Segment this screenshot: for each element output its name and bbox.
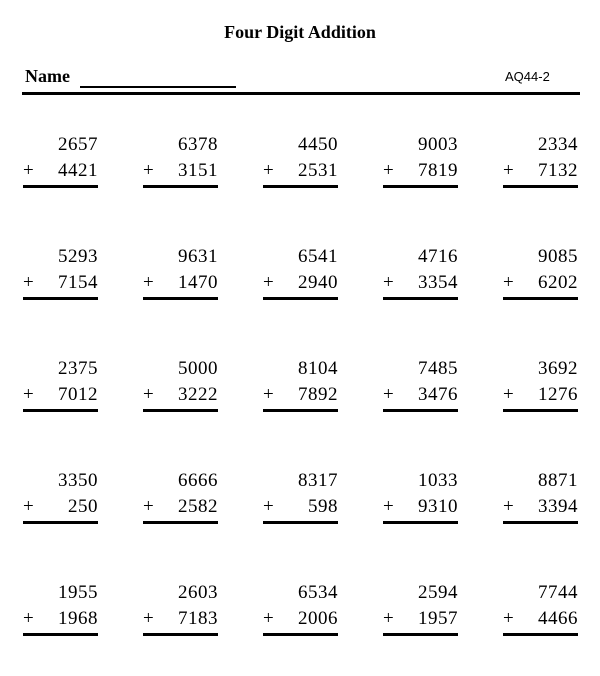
- answer-line: [143, 633, 218, 636]
- answer-line: [263, 521, 338, 524]
- plus-sign: +: [143, 608, 154, 629]
- plus-sign: +: [383, 496, 394, 517]
- answer-line: [263, 633, 338, 636]
- plus-sign: +: [23, 496, 34, 517]
- answer-line: [23, 185, 98, 188]
- plus-sign: +: [503, 160, 514, 181]
- plus-sign: +: [503, 384, 514, 405]
- bottom-addend: 3394: [538, 496, 578, 517]
- plus-sign: +: [383, 160, 394, 181]
- addition-problem: [383, 582, 458, 642]
- bottom-addend: 2006: [298, 608, 338, 629]
- answer-line: [143, 521, 218, 524]
- bottom-addend: 1968: [58, 608, 98, 629]
- bottom-addend: 2531: [298, 160, 338, 181]
- addition-problem: [383, 246, 458, 306]
- answer-line: [143, 185, 218, 188]
- plus-sign: +: [503, 496, 514, 517]
- top-addend: 7744: [538, 582, 578, 603]
- answer-line: [503, 521, 578, 524]
- top-addend: 6666: [178, 470, 218, 491]
- page-title: Four Digit Addition: [224, 22, 376, 42]
- bottom-addend: 3151: [178, 160, 218, 181]
- top-addend: 8104: [298, 358, 338, 379]
- answer-line: [23, 521, 98, 524]
- top-addend: 4716: [418, 246, 458, 267]
- top-addend: 3692: [538, 358, 578, 379]
- top-addend: 8871: [538, 470, 578, 491]
- addition-problem: [263, 470, 338, 530]
- answer-line: [23, 297, 98, 300]
- addition-problem: [383, 358, 458, 418]
- bottom-addend: 4466: [538, 608, 578, 629]
- bottom-addend: 9310: [418, 496, 458, 517]
- plus-sign: +: [143, 160, 154, 181]
- top-addend: 8317: [298, 470, 338, 491]
- top-addend: 1033: [418, 470, 458, 491]
- bottom-addend: 3476: [418, 384, 458, 405]
- addition-problem: [143, 582, 218, 642]
- bottom-addend: 2582: [178, 496, 218, 517]
- answer-line: [143, 297, 218, 300]
- addition-problem: [23, 246, 98, 306]
- plus-sign: +: [143, 496, 154, 517]
- plus-sign: +: [143, 384, 154, 405]
- addition-problem: [383, 470, 458, 530]
- bottom-addend: 7132: [538, 160, 578, 181]
- top-addend: 2657: [58, 134, 98, 155]
- addition-problem: [503, 134, 578, 194]
- top-addend: 9003: [418, 134, 458, 155]
- addition-problem: [263, 582, 338, 642]
- bottom-addend: 7183: [178, 608, 218, 629]
- addition-problem: [143, 134, 218, 194]
- addition-problem: [23, 582, 98, 642]
- addition-problem: [383, 134, 458, 194]
- answer-line: [143, 409, 218, 412]
- bottom-addend: 7892: [298, 384, 338, 405]
- answer-line: [23, 409, 98, 412]
- addition-problem: [143, 358, 218, 418]
- addition-problem: [23, 470, 98, 530]
- addition-problem: [503, 358, 578, 418]
- bottom-addend: 1276: [538, 384, 578, 405]
- bottom-addend: 1470: [178, 272, 218, 293]
- answer-line: [503, 185, 578, 188]
- top-addend: 1955: [58, 582, 98, 603]
- plus-sign: +: [503, 272, 514, 293]
- answer-line: [263, 185, 338, 188]
- top-addend: 6534: [298, 582, 338, 603]
- answer-line: [263, 297, 338, 300]
- addition-problem: [263, 134, 338, 194]
- answer-line: [383, 185, 458, 188]
- worksheet-code: AQ44-2: [505, 69, 550, 84]
- answer-line: [383, 297, 458, 300]
- plus-sign: +: [23, 160, 34, 181]
- addition-problem: [503, 246, 578, 306]
- answer-line: [503, 409, 578, 412]
- plus-sign: +: [23, 608, 34, 629]
- bottom-addend: 250: [68, 496, 98, 517]
- plus-sign: +: [263, 384, 274, 405]
- answer-line: [383, 521, 458, 524]
- top-addend: 6541: [298, 246, 338, 267]
- plus-sign: +: [23, 272, 34, 293]
- bottom-addend: 3222: [178, 384, 218, 405]
- top-addend: 5000: [178, 358, 218, 379]
- answer-line: [383, 633, 458, 636]
- bottom-addend: 1957: [418, 608, 458, 629]
- top-addend: 2375: [58, 358, 98, 379]
- bottom-addend: 598: [308, 496, 338, 517]
- bottom-addend: 7154: [58, 272, 98, 293]
- top-addend: 9631: [178, 246, 218, 267]
- top-addend: 5293: [58, 246, 98, 267]
- top-addend: 6378: [178, 134, 218, 155]
- name-label: Name: [25, 66, 70, 86]
- plus-sign: +: [503, 608, 514, 629]
- answer-line: [23, 633, 98, 636]
- plus-sign: +: [383, 608, 394, 629]
- plus-sign: +: [263, 608, 274, 629]
- addition-problem: [503, 470, 578, 530]
- plus-sign: +: [383, 384, 394, 405]
- top-addend: 7485: [418, 358, 458, 379]
- bottom-addend: 7012: [58, 384, 98, 405]
- answer-line: [503, 297, 578, 300]
- top-addend: 2603: [178, 582, 218, 603]
- plus-sign: +: [263, 272, 274, 293]
- addition-problem: [23, 134, 98, 194]
- top-addend: 2594: [418, 582, 458, 603]
- bottom-addend: 3354: [418, 272, 458, 293]
- plus-sign: +: [23, 384, 34, 405]
- top-addend: 4450: [298, 134, 338, 155]
- plus-sign: +: [143, 272, 154, 293]
- answer-line: [263, 409, 338, 412]
- addition-problem: [263, 358, 338, 418]
- addition-problem: [143, 246, 218, 306]
- answer-line: [503, 633, 578, 636]
- plus-sign: +: [263, 160, 274, 181]
- answer-line: [383, 409, 458, 412]
- addition-problem: [23, 358, 98, 418]
- bottom-addend: 7819: [418, 160, 458, 181]
- plus-sign: +: [383, 272, 394, 293]
- plus-sign: +: [263, 496, 274, 517]
- top-addend: 9085: [538, 246, 578, 267]
- addition-problem: [503, 582, 578, 642]
- top-addend: 3350: [58, 470, 98, 491]
- bottom-addend: 2940: [298, 272, 338, 293]
- addition-problem: [263, 246, 338, 306]
- addition-problem: [143, 470, 218, 530]
- bottom-addend: 6202: [538, 272, 578, 293]
- bottom-addend: 4421: [58, 160, 98, 181]
- top-addend: 2334: [538, 134, 578, 155]
